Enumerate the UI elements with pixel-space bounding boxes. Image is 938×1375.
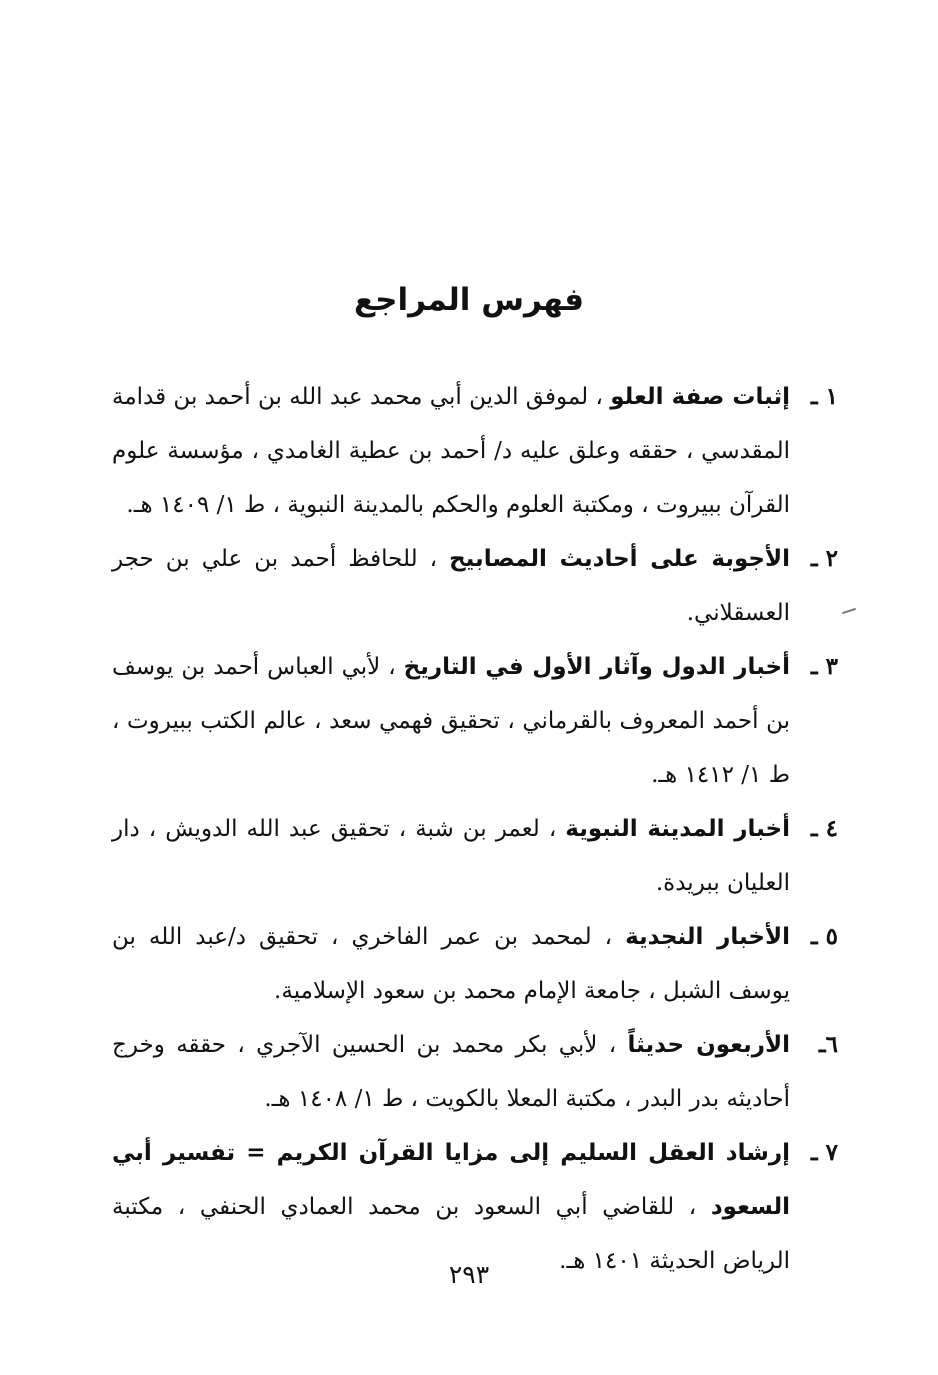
reference-number: ٧ ـ	[810, 1139, 838, 1166]
reference-details: ، لموفق الدين أبي محمد عبد الله بن أحمد بن قدامة المقدسي ، حققه وعلق عليه د/ أحمد بن عطية الغامدي ، مؤسسة علوم القرآن ببيروت ، ومكتبة العلوم والحكم بالمدينة النبوية ، ط ١/ ١٤٠٩ هـ.	[112, 384, 790, 518]
references-list	[112, 370, 838, 1288]
reference-entry	[112, 532, 838, 640]
reference-title: الأخبار النجدية	[625, 924, 790, 950]
reference-number: ٥ ـ	[810, 923, 838, 950]
reference-title: إثبات صفة العلو	[610, 384, 790, 410]
reference-details: ، لمحمد بن عمر الفاخري ، تحقيق د/عبد الله بن يوسف الشبل ، جامعة الإمام محمد بن سعود الإسلامية.	[112, 924, 790, 1004]
reference-entry	[112, 1018, 838, 1126]
reference-entry	[112, 370, 838, 532]
reference-details: ، للقاضي أبي السعود بن محمد العمادي الحنفي ، مكتبة الرياض الحديثة ١٤٠١ هـ.	[112, 1194, 790, 1274]
page-title: فهرس المراجع	[353, 282, 585, 318]
reference-details: ، لأبي العباس أحمد بن يوسف بن أحمد المعروف بالقرماني ، تحقيق فهمي سعد ، عالم الكتب ببيروت ، ط ١/ ١٤١٢ هـ.	[112, 654, 790, 788]
reference-number: ٦ـ	[818, 1031, 838, 1058]
reference-number: ٤ ـ	[810, 815, 838, 842]
reference-title: أخبار الدول وآثار الأول في التاريخ	[403, 654, 791, 680]
reference-entry	[112, 910, 838, 1018]
reference-entry	[112, 640, 838, 802]
page-number: ٢٩٣	[448, 1260, 490, 1289]
reference-number: ١ ـ	[810, 383, 838, 410]
reference-title: الأجوبة على أحاديث المصابيح	[449, 546, 790, 572]
reference-details: ، لأبي بكر محمد بن الحسين الآجري ، حققه وخرج أحاديثه بدر البدر ، مكتبة المعلا بالكويت ، ط ١/ ١٤٠٨ هـ.	[112, 1032, 790, 1112]
reference-title: الأربعون حديثاً	[627, 1032, 790, 1058]
reference-details: ، لعمر بن شبة ، تحقيق عبد الله الدويش ، دار العليان ببريدة.	[112, 816, 790, 896]
reference-details: ، للحافظ أحمد بن علي بن حجر العسقلاني.	[112, 546, 790, 626]
reference-number: ٣ ـ	[810, 653, 838, 680]
reference-entry	[112, 802, 838, 910]
reference-title: إرشاد العقل السليم إلى مزايا القرآن الكريم = تفسير أبي السعود	[112, 1140, 790, 1220]
reference-title: أخبار المدينة النبوية	[565, 816, 790, 842]
margin-mark	[842, 608, 856, 614]
reference-number: ٢ ـ	[810, 545, 838, 572]
